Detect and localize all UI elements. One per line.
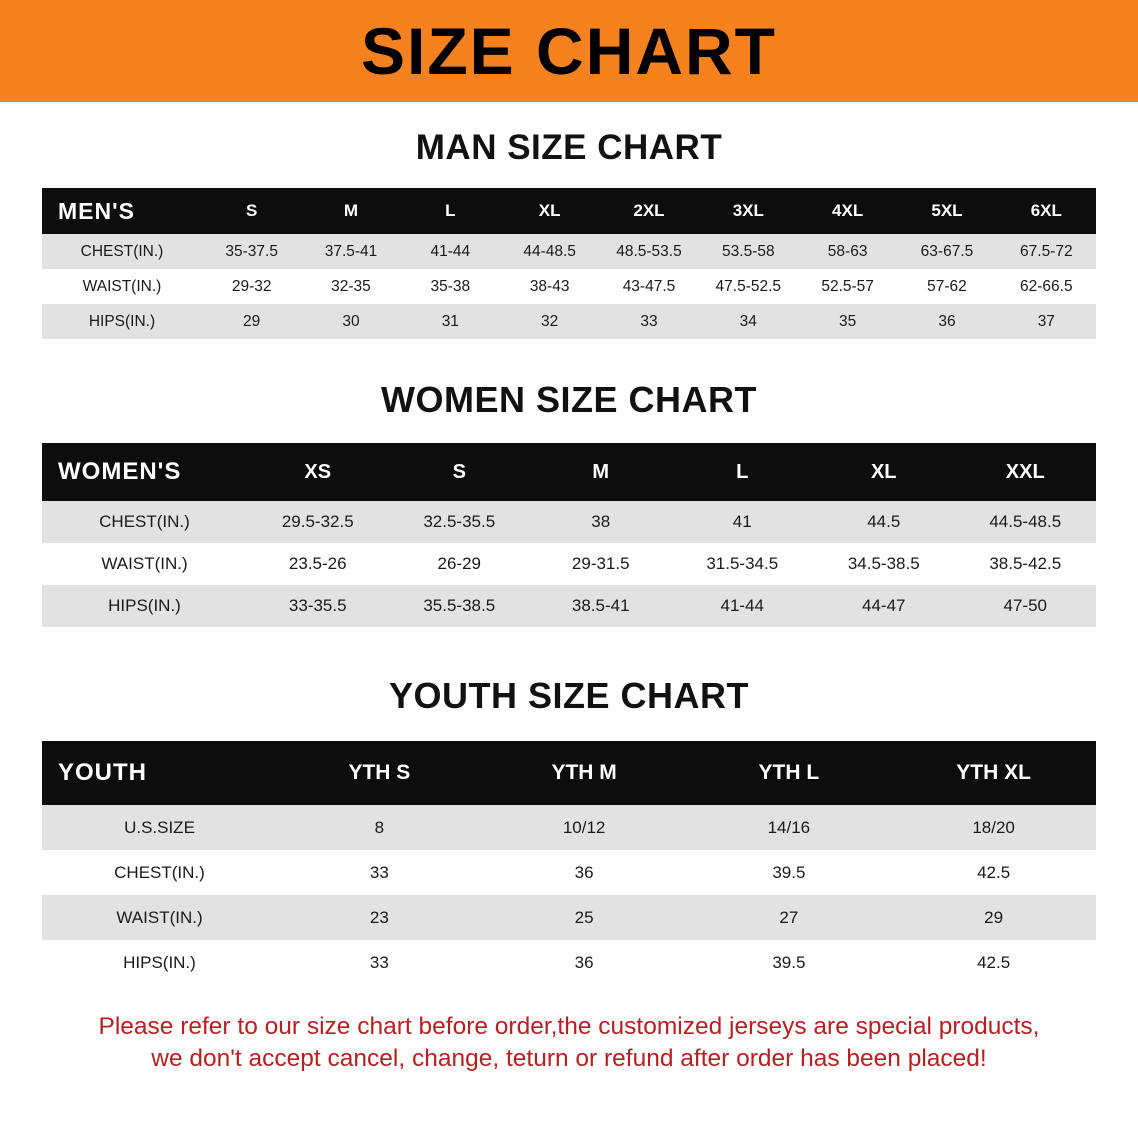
youth-size-table: [42, 741, 1096, 985]
man-cell-0-0: 35-37.5: [202, 234, 301, 269]
page-title: SIZE CHART: [361, 14, 777, 88]
man-header-cell-6: 3XL: [699, 188, 798, 234]
man-cell-2-7: 36: [897, 304, 996, 339]
youth-cell-3-1: 36: [482, 940, 687, 985]
man-header-cell-2: M: [301, 188, 400, 234]
women-cell-0-3: 41: [672, 501, 814, 543]
women-cell-0-2: 38: [530, 501, 672, 543]
youth-cell-0-1: 10/12: [482, 805, 687, 850]
youth-table-body: [42, 805, 1096, 985]
table-header-row: [42, 188, 1096, 234]
man-header-cell-8: 5XL: [897, 188, 996, 234]
table-header-row: [42, 443, 1096, 501]
youth-table-header: [42, 741, 1096, 805]
youth-row-label-2: WAIST(IN.): [42, 895, 277, 940]
youth-cell-2-2: 27: [687, 895, 892, 940]
table-row: [42, 543, 1096, 585]
man-cell-1-3: 38-43: [500, 269, 599, 304]
man-row-label-1: WAIST(IN.): [42, 269, 202, 304]
man-header-cell-9: 6XL: [997, 188, 1096, 234]
man-cell-0-3: 44-48.5: [500, 234, 599, 269]
women-row-label-0: CHEST(IN.): [42, 501, 247, 543]
youth-header-cell-3: YTH L: [687, 741, 892, 805]
disclaimer-line-1: Please refer to our size chart before order,the customized jerseys are special products,: [98, 1013, 1040, 1040]
youth-cell-2-0: 23: [277, 895, 482, 940]
man-table-header: [42, 188, 1096, 234]
table-row: [42, 585, 1096, 627]
women-size-table: [42, 443, 1096, 627]
man-cell-0-8: 67.5-72: [997, 234, 1096, 269]
women-cell-2-5: 47-50: [955, 585, 1097, 627]
man-row-label-2: HIPS(IN.): [42, 304, 202, 339]
women-cell-2-0: 33-35.5: [247, 585, 389, 627]
women-row-label-2: HIPS(IN.): [42, 585, 247, 627]
table-row: [42, 234, 1096, 269]
table-row: [42, 895, 1096, 940]
youth-header-cell-2: YTH M: [482, 741, 687, 805]
youth-cell-1-2: 39.5: [687, 850, 892, 895]
man-header-cell-3: L: [401, 188, 500, 234]
women-row-label-1: WAIST(IN.): [42, 543, 247, 585]
youth-cell-0-2: 14/16: [687, 805, 892, 850]
man-section-heading: MAN SIZE CHART: [415, 128, 723, 167]
women-cell-1-1: 26-29: [389, 543, 531, 585]
man-cell-0-2: 41-44: [401, 234, 500, 269]
page-banner: [0, 0, 1138, 102]
women-cell-1-3: 31.5-34.5: [672, 543, 814, 585]
man-cell-2-2: 31: [401, 304, 500, 339]
youth-cell-2-3: 29: [891, 895, 1096, 940]
women-cell-1-5: 38.5-42.5: [955, 543, 1097, 585]
women-cell-2-3: 41-44: [672, 585, 814, 627]
man-cell-1-7: 57-62: [897, 269, 996, 304]
man-row-label-0: CHEST(IN.): [42, 234, 202, 269]
man-cell-1-0: 29-32: [202, 269, 301, 304]
women-cell-0-0: 29.5-32.5: [247, 501, 389, 543]
man-cell-1-1: 32-35: [301, 269, 400, 304]
women-cell-0-1: 32.5-35.5: [389, 501, 531, 543]
disclaimer-line-2: we don't accept cancel, change, teturn or refund after order has been placed!: [151, 1045, 987, 1073]
youth-cell-3-2: 39.5: [687, 940, 892, 985]
table-header-row: [42, 741, 1096, 805]
youth-row-label-0: U.S.SIZE: [42, 805, 277, 850]
women-cell-2-1: 35.5-38.5: [389, 585, 531, 627]
women-cell-0-4: 44.5: [813, 501, 955, 543]
man-cell-2-6: 35: [798, 304, 897, 339]
youth-cell-1-3: 42.5: [891, 850, 1096, 895]
man-cell-0-1: 37.5-41: [301, 234, 400, 269]
man-cell-1-5: 47.5-52.5: [699, 269, 798, 304]
man-cell-1-4: 43-47.5: [599, 269, 698, 304]
table-row: [42, 269, 1096, 304]
women-header-cell-3: M: [530, 443, 672, 501]
women-header-cell-2: S: [389, 443, 531, 501]
women-cell-2-4: 44-47: [813, 585, 955, 627]
man-cell-2-1: 30: [301, 304, 400, 339]
man-cell-0-5: 53.5-58: [699, 234, 798, 269]
women-header-cell-4: L: [672, 443, 814, 501]
man-header-cell-4: XL: [500, 188, 599, 234]
youth-section-heading: YOUTH SIZE CHART: [388, 675, 749, 716]
women-cell-0-5: 44.5-48.5: [955, 501, 1097, 543]
women-header-cell-1: XS: [247, 443, 389, 501]
man-cell-0-7: 63-67.5: [897, 234, 996, 269]
women-cell-1-4: 34.5-38.5: [813, 543, 955, 585]
youth-header-cell-0: YOUTH: [42, 741, 277, 805]
man-cell-2-3: 32: [500, 304, 599, 339]
man-cell-1-2: 35-38: [401, 269, 500, 304]
women-cell-1-0: 23.5-26: [247, 543, 389, 585]
man-cell-2-0: 29: [202, 304, 301, 339]
table-row: [42, 940, 1096, 985]
table-row: [42, 501, 1096, 543]
women-cell-1-2: 29-31.5: [530, 543, 672, 585]
women-section-heading: WOMEN SIZE CHART: [381, 379, 757, 420]
women-table-wrapper: [42, 443, 1096, 627]
youth-table-wrapper: [42, 741, 1096, 985]
man-cell-1-6: 52.5-57: [798, 269, 897, 304]
man-header-cell-0: MEN'S: [42, 188, 202, 234]
man-cell-1-8: 62-66.5: [997, 269, 1096, 304]
table-row: [42, 805, 1096, 850]
women-cell-2-2: 38.5-41: [530, 585, 672, 627]
women-header-cell-5: XL: [813, 443, 955, 501]
man-cell-0-6: 58-63: [798, 234, 897, 269]
man-cell-0-4: 48.5-53.5: [599, 234, 698, 269]
table-row: [42, 304, 1096, 339]
man-table-body: [42, 234, 1096, 339]
table-row: [42, 850, 1096, 895]
youth-row-label-3: HIPS(IN.): [42, 940, 277, 985]
youth-header-cell-4: YTH XL: [891, 741, 1096, 805]
women-table-body: [42, 501, 1096, 627]
women-table-header: [42, 443, 1096, 501]
disclaimer-note: [38, 1011, 1100, 1076]
youth-cell-3-0: 33: [277, 940, 482, 985]
man-cell-2-8: 37: [997, 304, 1096, 339]
man-header-cell-5: 2XL: [599, 188, 698, 234]
youth-cell-0-0: 8: [277, 805, 482, 850]
man-cell-2-4: 33: [599, 304, 698, 339]
women-header-cell-6: XXL: [955, 443, 1097, 501]
youth-cell-3-3: 42.5: [891, 940, 1096, 985]
women-header-cell-0: WOMEN'S: [42, 443, 247, 501]
man-table-wrapper: [42, 188, 1096, 339]
man-size-table: [42, 188, 1096, 339]
youth-cell-1-0: 33: [277, 850, 482, 895]
man-header-cell-7: 4XL: [798, 188, 897, 234]
youth-row-label-1: CHEST(IN.): [42, 850, 277, 895]
youth-header-cell-1: YTH S: [277, 741, 482, 805]
man-header-cell-1: S: [202, 188, 301, 234]
youth-cell-0-3: 18/20: [891, 805, 1096, 850]
youth-cell-2-1: 25: [482, 895, 687, 940]
youth-cell-1-1: 36: [482, 850, 687, 895]
man-cell-2-5: 34: [699, 304, 798, 339]
